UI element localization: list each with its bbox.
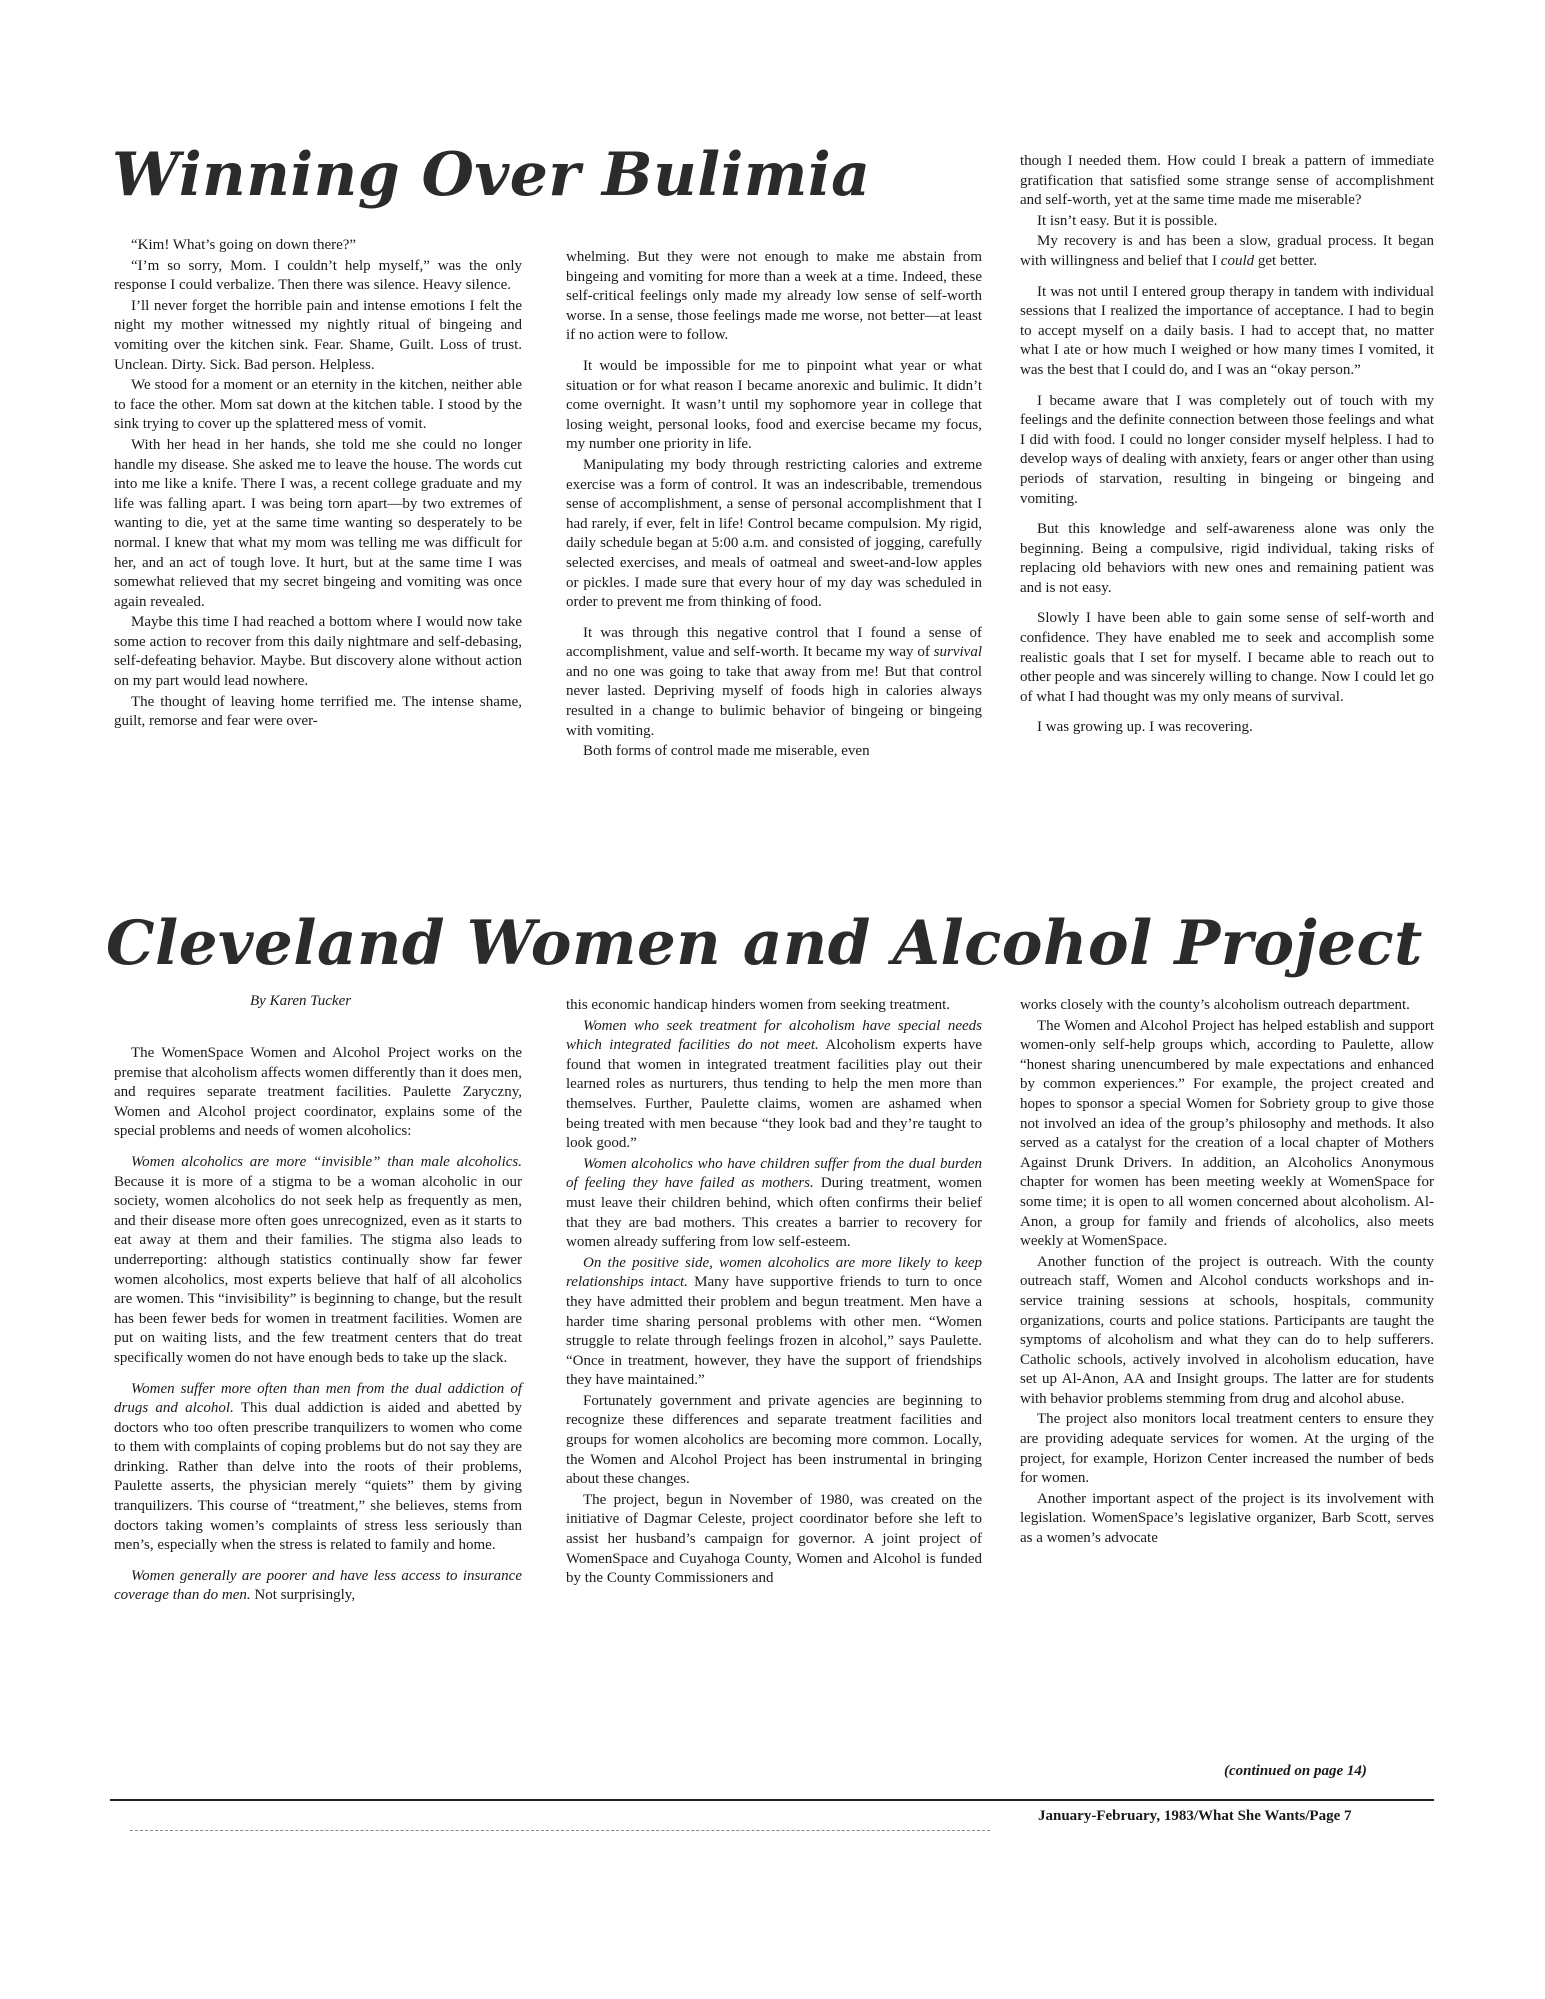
paragraph: Manipulating my body through restricting calories and extreme exercise was a form of control. It was an indescribable, tremendous sense of accomplishment, a sense of personal accomplishment that I had rarely, if ever, felt in life! Control became compulsion. My rigid, daily schedule began at 5:00 a.m. and consisted of jogging, carefully selected exercises, and meals of oatmeal and sweet-and-low apples or pickles. I made sure that every hour of my day was scheduled in order to prevent me from thinking of food.: [566, 456, 982, 611]
text-run: This dual addiction is aided and abetted by doctors who too often prescribe tranquilizers to women who come to them with complaints of coping problems but do not say they are drinking. Rather than delve into the roots of their problems, Paulette asserts, the physician merely “quiets” them by giving tranquilizers. This course of “treatment,” she believes, stems from doctors taking women’s complaints of stress less seriously than men’s, especially when the stress is related to family and home.: [114, 1400, 522, 1554]
bulimia-column-3: [1020, 152, 1434, 739]
paragraph: The WomenSpace Women and Alcohol Project works on the premise that alcoholism affects women differently than it does men, and requires separate treatment facilities. Paulette Zaryczny, Women and Alcohol project coordinator, explains some of the special problems and needs of women alcoholics:: [114, 1045, 522, 1140]
text-run: Because it is more of a stigma to be a woman alcoholic in our society, women alcoholics do not seek help as frequently as men, and their disease more often goes unrecognized, even as it starts to eat away at them and their families. The stigma also leads to underreporting: although statistics continually show far fewer women alcoholics, most experts believe that half of all alcoholics are women. This “invisibility” is beginning to change, but the result has been fewer beds for women in treatment facilities. Women are put on waiting lists, and the few treatment centers that do treat specifically women do not have enough beds to take up the slack.: [114, 1173, 522, 1366]
paragraph: works closely with the county’s alcoholism outreach department.: [1020, 997, 1410, 1013]
paragraph: [566, 1017, 982, 1154]
emphasis: Women alcoholics are more “invisible” than male alcoholics.: [131, 1153, 522, 1170]
paragraph: The project also monitors local treatment centers to ensure they are providing adequate services for women. At the urging of the project, for example, Horizon Center increased the number of beds for women.: [1020, 1411, 1434, 1487]
paragraph: But this knowledge and self-awareness alone was only the beginning. Being a compulsive, rigid individual, taking risks of replacing old behaviors with new ones and remaining patient was and is not easy.: [1020, 521, 1434, 596]
paragraph: It would be impossible for me to pinpoint what year or what situation or for what reason I became anorexic and bulimic. It didn’t come overnight. It wasn’t until my sophomore year in college that losing weight, personal looks, food and exercise became my focus, my number one priority in life.: [566, 357, 982, 453]
bulimia-column-2: [566, 248, 982, 763]
emphasis: Women suffer more often than men from the dual addiction of drugs and alcohol.: [114, 1380, 522, 1417]
paragraph: The thought of leaving home terrified me. The intense shame, guilt, remorse and fear were over-: [114, 693, 522, 730]
text-run: Many have supportive friends to turn to once they have admitted their problem and begun treatment. Men have a harder time sharing personal problems with other men. “Women struggle to relate through feelings frozen in alcohol,” says Paulette. “Once in treatment, however, they have the support of friendships they have maintained.”: [566, 1274, 982, 1389]
paragraph: [566, 1254, 982, 1391]
paragraph: [114, 1567, 522, 1606]
paragraph: The Women and Alcohol Project has helped establish and support women-only self-help groups which, according to Paulette, allow “honest sharing unencumbered by male expectations and enhanced by common experiences.” For example, the project created and hopes to sponsor a special Women for Sobriety group to give those not involved an idea of the group’s philosophy and methods. It also served as a catalyst for the creation of a local chapter of Mothers Against Drunk Drivers. In addition, an Alcoholics Anonymous chapter for women has been meeting weekly at WomenSpace for some time; it is open to all women concerned about alcoholism. Al-Anon, a group for family and friends of alcoholics, also meets weekly at WomenSpace.: [1020, 1017, 1434, 1250]
emphasis: could: [1220, 252, 1255, 269]
paragraph: I became aware that I was completely out of touch with my feelings and the definite connection between those feelings and what I did with food. I could no longer consider myself helpless. I had to develop ways of dealing with anxiety, fears or anger other than using periods of starvation, resulting in bingeing or bingeing and vomiting.: [1020, 392, 1434, 507]
article-title-bulimia: Winning Over Bulimia: [112, 140, 871, 210]
paragraph: It isn’t easy. But it is possible.: [1037, 212, 1218, 229]
emphasis: survival: [933, 644, 982, 661]
text-run: My recovery is and has been a slow, gradual process. It began with willingness and belief that I: [1020, 233, 1434, 269]
emphasis: On the positive side, women alcoholics are more likely to keep relationships intact.: [566, 1254, 982, 1291]
page-footer: January-February, 1983/What She Wants/Page 7: [1038, 1808, 1352, 1824]
paragraph: [566, 1155, 982, 1253]
text-run: and no one was going to take that away from me! But that control never lasted. Depriving myself of foods high in calories always resulted in a change to bulimic behavior of bingeing or bingeing with vomiting.: [566, 663, 982, 739]
footer-rule: [110, 1799, 1434, 1801]
paragraph: though I needed them. How could I break a pattern of immediate gratification that satisfied some strange sense of accomplishment and self-worth, yet at the same time made me miserable?: [1020, 153, 1434, 209]
text-run: During treatment, women must leave their children behind, which often confirms their belief that they are bad mothers. This creates a barrier to recovery for women already suffering from low self-esteem.: [566, 1175, 982, 1251]
text-run: get better.: [1254, 252, 1318, 269]
article-title-alcohol-project: Cleveland Women and Alcohol Project: [106, 908, 1423, 979]
continued-note: (continued on page 14): [1224, 1763, 1367, 1779]
emphasis: Women generally are poorer and have less access to insurance coverage than do men.: [114, 1567, 522, 1604]
paragraph: It was not until I entered group therapy in tandem with individual sessions that I realized the importance of acceptance. I had to begin to accept myself on a daily basis. I had to accept that, no matter what I ate or how much I weighed or how many times I vomited, it was the best that I could do, and I was an “okay person.”: [1020, 283, 1434, 378]
scan-dashed-line: [130, 1830, 990, 1831]
paragraph: [566, 624, 982, 742]
text-run: It was through this negative control that I found a sense of accomplishment, value and self-worth. It became my way of: [566, 624, 982, 661]
paragraph: With her head in her hands, she told me she could no longer handle my disease. She asked me to leave the house. The words cut into me like a knife. There I was, a recent college graduate and my life was falling apart. I was being torn apart—by two extremes of wanting to die, yet at the same time wanting so desperately to be normal. I knew that what my mom was telling me was difficult for her, and an act of tough love. It hurt, but at the same time I was somewhat relieved that my secret bingeing and vomiting was once again revealed.: [114, 436, 522, 610]
paragraph: I’ll never forget the horrible pain and intense emotions I felt the night my mother witnessed my nightly ritual of bingeing and vomiting over the kitchen sink. Fear. Shame, Guilt. Loss of trust. Unclean. Dirty. Sick. Bad person. Helpless.: [114, 297, 522, 373]
paragraph: Another important aspect of the project is its involvement with legislation. WomenSpace’s legislative organizer, Barb Scott, serves as a women’s advocate: [1020, 1490, 1434, 1547]
paragraph: whelming. But they were not enough to make me abstain from bingeing and vomiting for more than a week at a time. Indeed, these self-critical feelings only made my already low sense of self-worth worse. In a sense, those feelings made me worse, not better—at least if no action were to follow.: [566, 249, 982, 344]
alcohol-column-1: [114, 1044, 522, 1607]
paragraph: We stood for a moment or an eternity in the kitchen, neither able to face the other. Mom sat down at the kitchen table. I stood by the sink trying to cover up the splattered mess of vomit.: [114, 377, 522, 433]
paragraph: “Kim! What’s going on down there?”: [131, 237, 357, 253]
paragraph: [114, 1380, 522, 1556]
text-run: Not surprisingly,: [250, 1587, 356, 1604]
byline: By Karen Tucker: [250, 993, 352, 1009]
text-run: Alcoholism experts have found that women in integrated treatment facilities play out their learned roles as nurturers, thus tending to help the men more than themselves. Further, Paulette claims, women are ashamed when being treated with men because “they look bad and they’re taught to look good.”: [566, 1037, 982, 1152]
paragraph: I was growing up. I was recovering.: [1037, 719, 1253, 736]
paragraph: Another function of the project is outreach. With the county outreach staff, Women and Alcohol conducts workshops and in-service training sessions at schools, hospitals, community organizations, courts and police stations. Participants are taught the symptoms of alcoholism and what they can do to help sufferers. Catholic schools, actively involved in alcoholism education, have set up Al-Anon, AA and Insight groups. The latter are for students with behavior problems stemming from drug and alcohol abuse.: [1020, 1253, 1434, 1407]
emphasis: Women who seek treatment for alcoholism have special needs which integrated facilities do not meet.: [566, 1017, 982, 1054]
paragraph: [1020, 232, 1434, 271]
paragraph: “I’m so sorry, Mom. I couldn’t help myself,” was the only response I could verbalize. Then there was silence. Heavy silence.: [114, 257, 522, 294]
paragraph: Fortunately government and private agencies are beginning to recognize these differences and separate treatment facilities and groups for women alcoholics are becoming more common. Locally, the Women and Alcohol Project has been instrumental in bringing about these changes.: [566, 1392, 982, 1488]
paragraph: this economic handicap hinders women from seeking treatment.: [566, 997, 951, 1013]
paragraph: Maybe this time I had reached a bottom where I would now take some action to recover from this daily nightmare and self-debasing, self-defeating behavior. Maybe. But discovery alone without action on my part would lead nowhere.: [114, 614, 522, 690]
emphasis: Women alcoholics who have children suffer from the dual burden of feeling they have failed as mothers.: [566, 1155, 982, 1192]
bulimia-column-1: [114, 236, 522, 733]
alcohol-column-3: [1020, 996, 1434, 1550]
paragraph: Slowly I have been able to gain some sense of self-worth and confidence. They have enabled me to seek and accomplish some realistic goals that I set for myself. I became able to reach out to other people and was sincerely willing to change. Now I could let go of what I had thought was my only means of survival.: [1020, 610, 1434, 705]
paragraph: The project, begun in November of 1980, was created on the initiative of Dagmar Celeste, project coordinator before she left to assist her husband’s campaign for governor. A joint project of WomenSpace and Cuyahoga County, Women and Alcohol is funded by the County Commissioners and: [566, 1491, 982, 1587]
paragraph: [114, 1153, 522, 1369]
paragraph: Both forms of control made me miserable, even: [583, 743, 870, 760]
alcohol-column-2: [566, 996, 982, 1590]
